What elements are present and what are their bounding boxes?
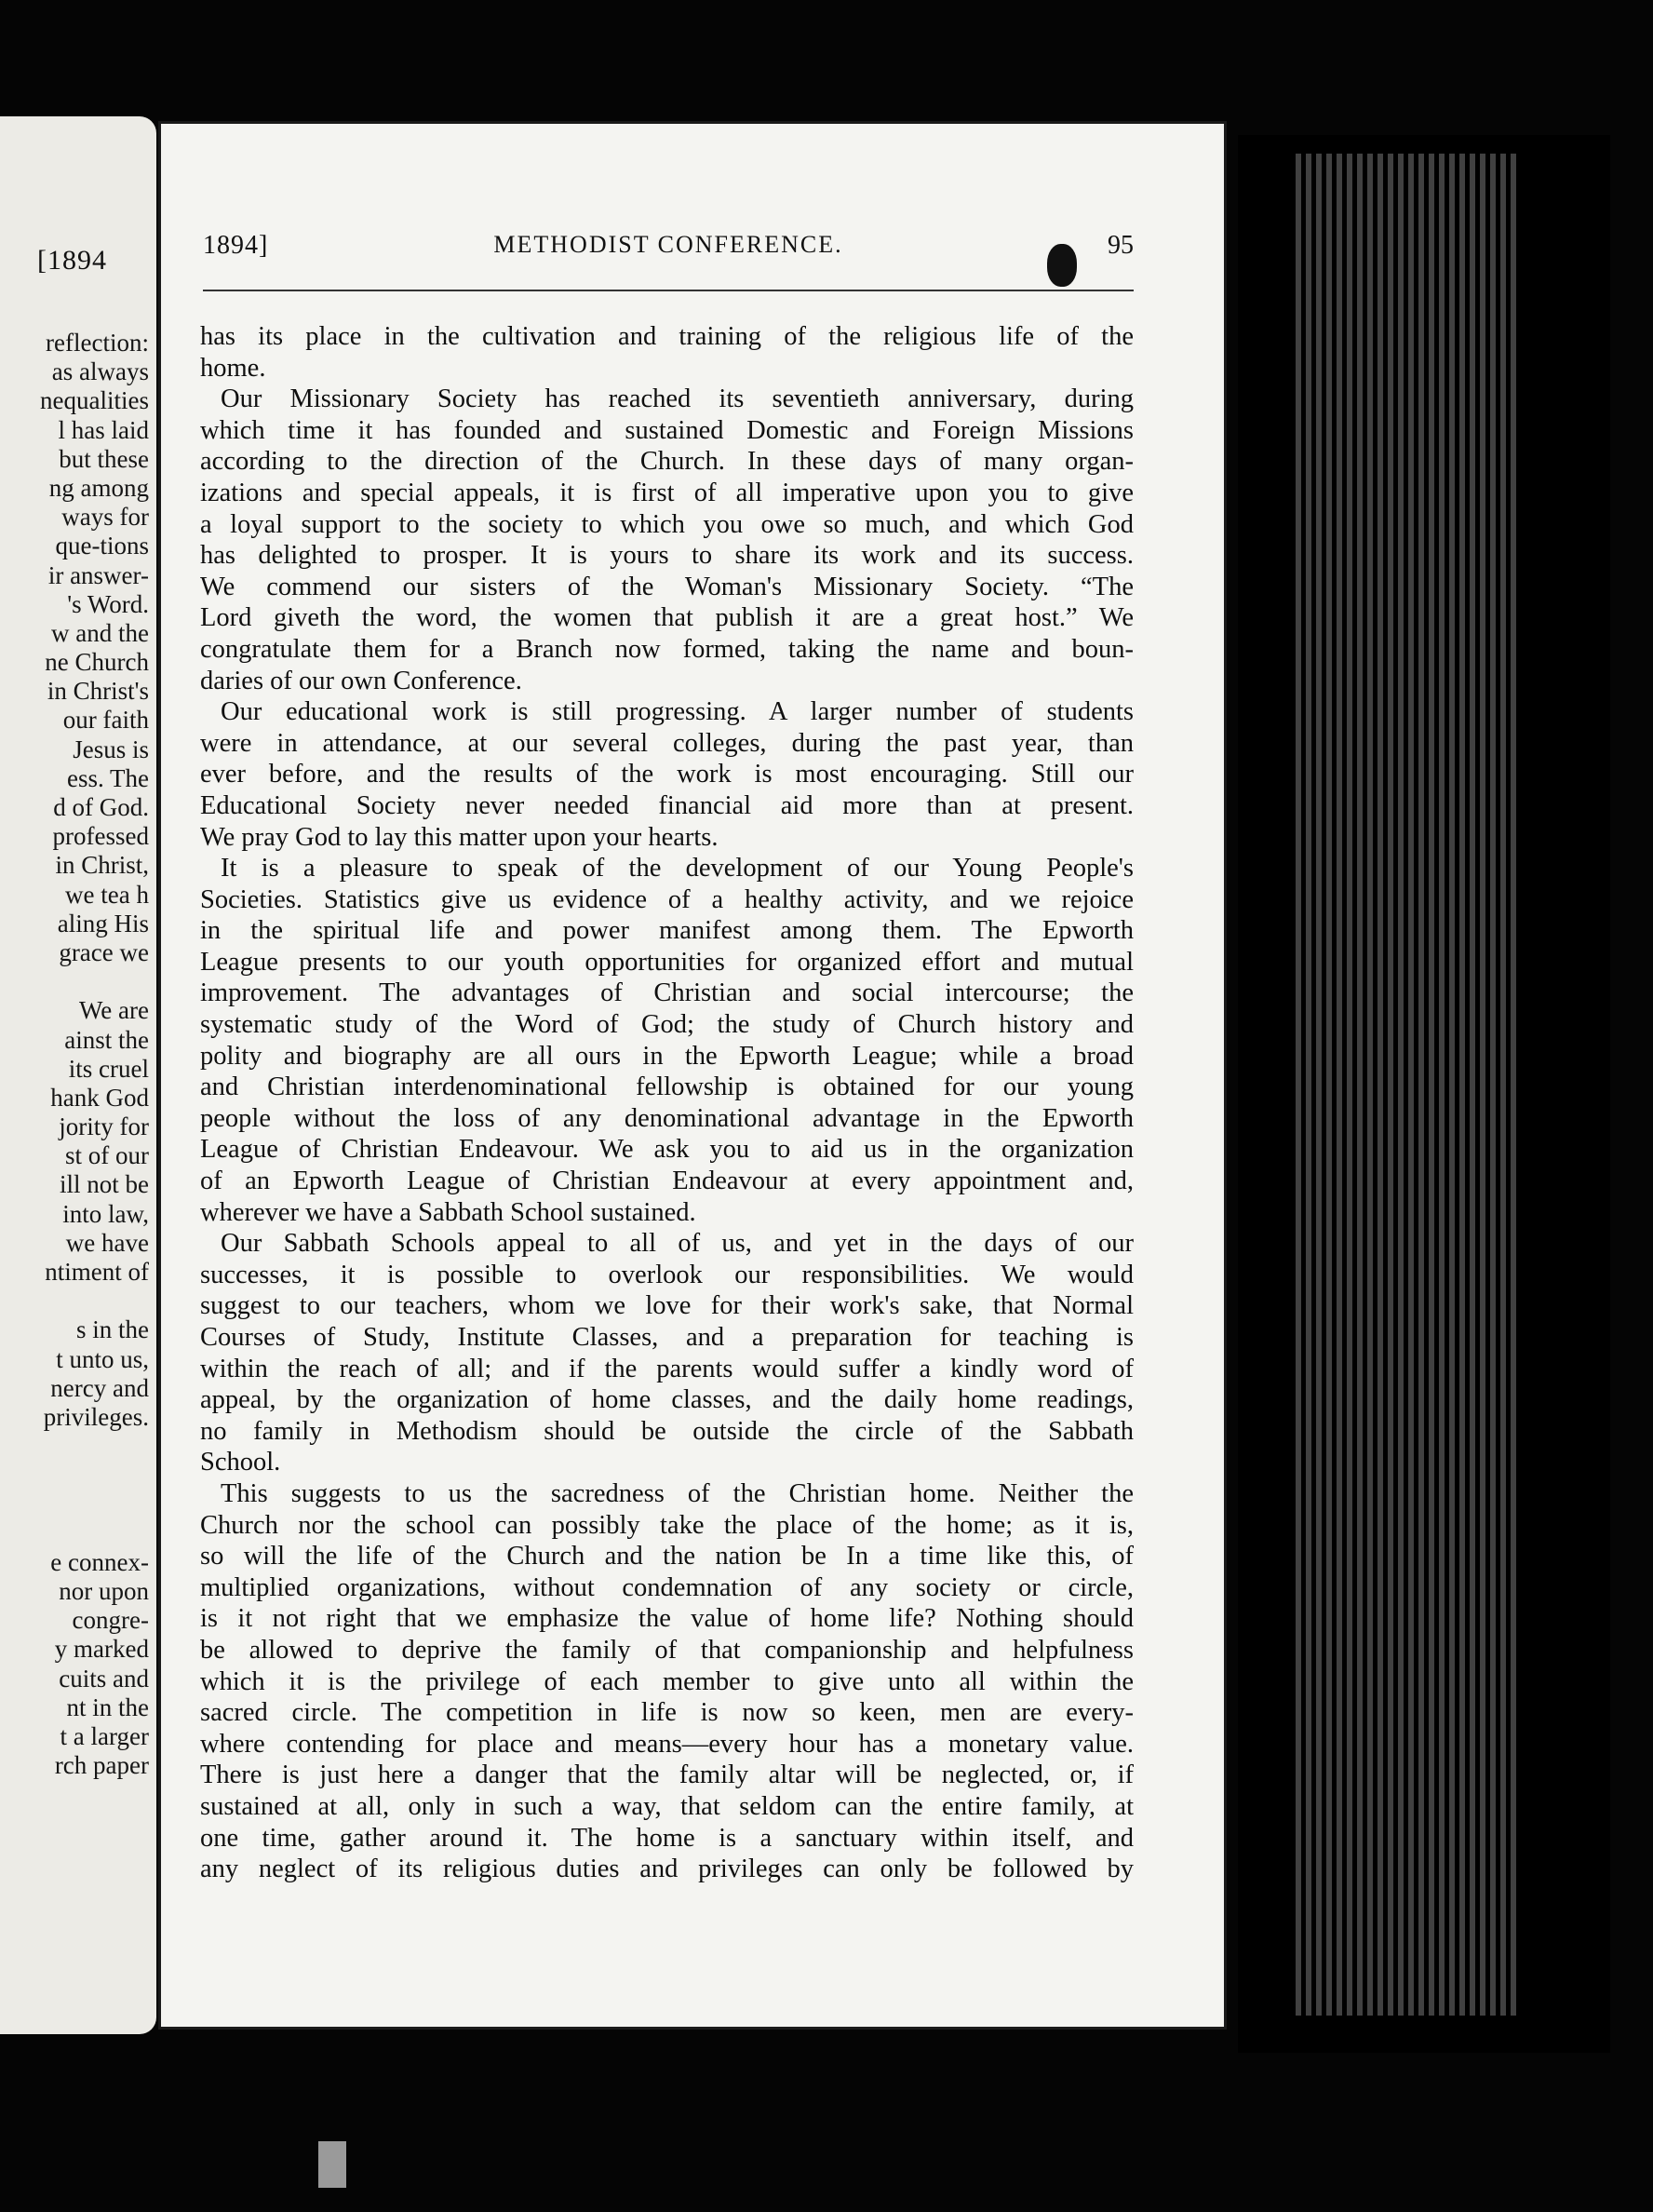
left-page-line-fragment: ainst the <box>64 1025 149 1054</box>
left-page-line-fragment: nt in the <box>66 1693 149 1721</box>
left-page-line-fragment <box>0 1432 149 1461</box>
text-line: is it not right that we emphasize the value of home life? Nothing should <box>200 1604 1134 1634</box>
text-line: and Christian interdenominational fellowship is obtained for our young <box>200 1072 1134 1102</box>
page-edge-line <box>1357 154 1363 2016</box>
left-page-line-fragment: d of God. <box>53 793 149 821</box>
text-line: ever before, and the results of the work is most encouraging. Still our <box>200 760 1134 789</box>
left-page-line-fragment: e connex- <box>50 1547 149 1576</box>
page-edge-line <box>1398 154 1404 2016</box>
spine-mark <box>318 2141 346 2188</box>
text-line: izations and special appeals, it is first of all imperative upon you to give <box>200 478 1134 507</box>
text-line: according to the direction of the Church. In these days of many organ- <box>200 447 1134 477</box>
page-edges <box>1296 154 1556 2016</box>
running-header <box>203 231 1134 268</box>
page-edge-line <box>1418 154 1424 2016</box>
left-page-line-fragment: ways for <box>61 503 149 532</box>
text-line: were in attendance, at our several colleges, during the past year, than <box>200 728 1134 758</box>
page-edge-line <box>1449 154 1455 2016</box>
page-edge-line <box>1490 154 1496 2016</box>
left-page-line-fragment: ntiment of <box>45 1258 149 1286</box>
left-page-line-fragment: ess. The <box>67 763 149 792</box>
left-page-line-fragment: cuits and <box>59 1664 149 1693</box>
left-page-line-fragment: ne Church <box>45 648 149 677</box>
text-line: appeal, by the organization of home classes, and the daily home readings, <box>200 1385 1134 1415</box>
left-page-line-fragment <box>0 1490 149 1519</box>
header-year: 1894] <box>203 231 269 260</box>
text-line: suggest to our teachers, whom we love for their work's sake, that Normal <box>200 1291 1134 1321</box>
page-edge-line <box>1296 154 1301 2016</box>
text-line: League presents to our youth opportunities for organized effort and mutual <box>200 947 1134 977</box>
text-line: Courses of Study, Institute Classes, and a preparation for teaching is <box>200 1323 1134 1352</box>
text-line: which it is the privilege of each member to give unto all within the <box>200 1666 1134 1696</box>
text-line: within the reach of all; and if the parents would suffer a kindly word of <box>200 1354 1134 1383</box>
left-page-line-fragment: ir answer- <box>47 560 149 589</box>
left-page-line-fragment: y marked <box>54 1635 149 1664</box>
left-page-line-fragment: we have <box>65 1228 149 1257</box>
book-page <box>158 121 1227 2030</box>
left-page-line-fragment: que-tions <box>55 532 149 560</box>
text-line: It is a pleasure to speak of the development of our Young People's <box>221 854 1134 883</box>
text-line: no family in Methodism should be outside the circle of the Sabbath <box>200 1416 1134 1446</box>
left-page-line-fragment: our faith <box>62 706 149 735</box>
left-page-line-fragment: ng among <box>48 473 149 502</box>
left-page-line-fragment: We are <box>78 996 149 1025</box>
left-page-line-fragment: l has laid <box>58 415 149 444</box>
left-page-line-fragment <box>0 1519 149 1548</box>
page-number: 95 <box>1108 231 1134 260</box>
text-line: congratulate them for a Branch now formed, taking the name and boun- <box>200 634 1134 664</box>
left-page-line-fragment <box>0 1287 149 1315</box>
left-page-year: [1894 <box>37 245 107 276</box>
text-line: Societies. Statistics give us evidence of a healthy activity, and we rejoice <box>200 884 1134 914</box>
text-line: successes, it is possible to overlook our responsibilities. We would <box>200 1260 1134 1289</box>
page-edge-line <box>1439 154 1445 2016</box>
page-edge-line <box>1511 154 1516 2016</box>
text-line: polity and biography are all ours in the Epworth League; while a broad <box>200 1041 1134 1071</box>
page-edge-line <box>1378 154 1383 2016</box>
page-edge-line <box>1388 154 1393 2016</box>
text-line: multiplied organizations, without condemnation of any society or circle, <box>200 1572 1134 1602</box>
text-line: School. <box>200 1448 281 1477</box>
page-edge-line <box>1367 154 1373 2016</box>
left-page-line-fragment: hank God <box>50 1083 149 1112</box>
left-page-line-fragment: in Christ's <box>47 677 149 706</box>
text-line: sustained at all, only in such a way, that seldom can the entire family, at <box>200 1791 1134 1821</box>
left-page-line-fragment: but these <box>59 444 149 473</box>
left-page-line-fragment: in Christ, <box>55 851 149 880</box>
text-line: a loyal support to the society to which you owe so much, and which God <box>200 509 1134 539</box>
text-line: where contending for place and means—every hour has a monetary value. <box>200 1729 1134 1759</box>
page-edge-line <box>1306 154 1311 2016</box>
text-line: We commend our sisters of the Woman's Missionary Society. “The <box>200 572 1134 601</box>
left-page-line-fragment: privileges. <box>43 1402 149 1431</box>
text-line: one time, gather around it. The home is a sanctuary within itself, and <box>200 1823 1134 1853</box>
page-edge-line <box>1337 154 1342 2016</box>
text-line: This suggests to us the sacredness of the Christian home. Neither the <box>221 1478 1134 1508</box>
text-line: Our Missionary Society has reached its seventieth anniversary, during <box>221 384 1134 414</box>
text-line: Educational Society never needed financial aid more than at present. <box>200 790 1134 820</box>
text-line: sacred circle. The competition in life is now so keen, men are every- <box>200 1698 1134 1728</box>
left-page-line-fragment <box>0 1461 149 1490</box>
text-line: systematic study of the Word of God; the study of Church history and <box>200 1010 1134 1040</box>
text-line: daries of our own Conference. <box>200 666 522 695</box>
page-edge-line <box>1429 154 1434 2016</box>
text-line: so will the life of the Church and the nation be In a time like this, of <box>200 1542 1134 1571</box>
left-page-line-fragment: aling His <box>57 909 149 937</box>
page-edge-line <box>1347 154 1352 2016</box>
left-page-line-fragment <box>0 967 149 996</box>
page-edge-line <box>1500 154 1506 2016</box>
header-rule <box>203 290 1134 292</box>
left-page-line-fragment: into law, <box>62 1199 149 1228</box>
page-edge-line <box>1326 154 1332 2016</box>
body-text <box>200 321 1134 1885</box>
left-page-line-fragment: reflection: <box>46 329 149 357</box>
text-line: in the spiritual life and power manifest among them. The Epworth <box>200 916 1134 946</box>
page-edge-line <box>1316 154 1322 2016</box>
text-line: Our Sabbath Schools appeal to all of us, and yet in the days of our <box>221 1229 1134 1259</box>
left-facing-page <box>0 116 156 2034</box>
left-page-line-fragment: 's Word. <box>67 589 149 618</box>
text-line: be allowed to deprive the family of that companionship and helpfulness <box>200 1635 1134 1665</box>
text-line: Our educational work is still progressing. A larger number of students <box>221 697 1134 727</box>
left-page-line-fragment: nor upon <box>59 1577 149 1606</box>
text-line: There is just here a danger that the family altar will be neglected, or, if <box>200 1760 1134 1790</box>
text-line: has its place in the cultivation and training of the religious life of the <box>200 322 1134 351</box>
text-line: Lord giveth the word, the women that publish it are a great host.” We <box>200 603 1134 633</box>
page-edge-line <box>1459 154 1465 2016</box>
left-page-line-fragment: jority for <box>59 1113 149 1141</box>
page-edge-line <box>1480 154 1485 2016</box>
text-line: home. <box>200 353 266 383</box>
left-page-line-fragment: rch paper <box>54 1751 149 1780</box>
left-page-line-fragment: professed <box>52 822 149 851</box>
left-page-line-fragment: w and the <box>51 618 149 647</box>
left-page-line-fragment: s in the <box>76 1315 149 1344</box>
left-page-line-fragment: congre- <box>72 1606 149 1635</box>
left-page-line-fragment: st of our <box>65 1141 149 1170</box>
text-line: people without the loss of any denominational advantage in the Epworth <box>200 1103 1134 1133</box>
left-page-line-fragment: we tea h <box>65 880 149 909</box>
left-page-line-fragment: grace we <box>59 937 149 966</box>
text-line: League of Christian Endeavour. We ask you to aid us in the organization <box>200 1135 1134 1165</box>
left-page-line-fragment: t a larger <box>60 1722 149 1750</box>
left-page-line-fragment: its cruel <box>68 1054 149 1083</box>
header-title: METHODIST CONFERENCE. <box>493 231 843 258</box>
ink-blot <box>1047 244 1077 287</box>
left-page-line-fragment: t unto us, <box>56 1344 149 1373</box>
page-edge-line <box>1470 154 1475 2016</box>
left-page-line-fragment: nequalities <box>40 386 149 415</box>
text-line: of an Epworth League of Christian Endeavour at every appointment and, <box>200 1167 1134 1196</box>
left-page-line-fragment: ill not be <box>60 1170 149 1199</box>
text-line: wherever we have a Sabbath School sustained. <box>200 1197 696 1227</box>
text-line: We pray God to lay this matter upon your hearts. <box>200 822 719 852</box>
left-page-text-fragments <box>0 329 149 1780</box>
text-line: any neglect of its religious duties and privileges can only be followed by <box>200 1855 1134 1884</box>
text-line: which time it has founded and sustained Domestic and Foreign Missions <box>200 415 1134 445</box>
left-page-line-fragment: as always <box>51 357 149 386</box>
text-line: improvement. The advantages of Christian and social intercourse; the <box>200 978 1134 1008</box>
left-page-line-fragment: Jesus is <box>73 735 149 763</box>
page-edge-line <box>1408 154 1414 2016</box>
text-line: has delighted to prosper. It is yours to share its work and its success. <box>200 541 1134 571</box>
left-page-line-fragment: nercy and <box>50 1373 149 1402</box>
text-line: Church nor the school can possibly take the place of the home; as it is, <box>200 1510 1134 1540</box>
